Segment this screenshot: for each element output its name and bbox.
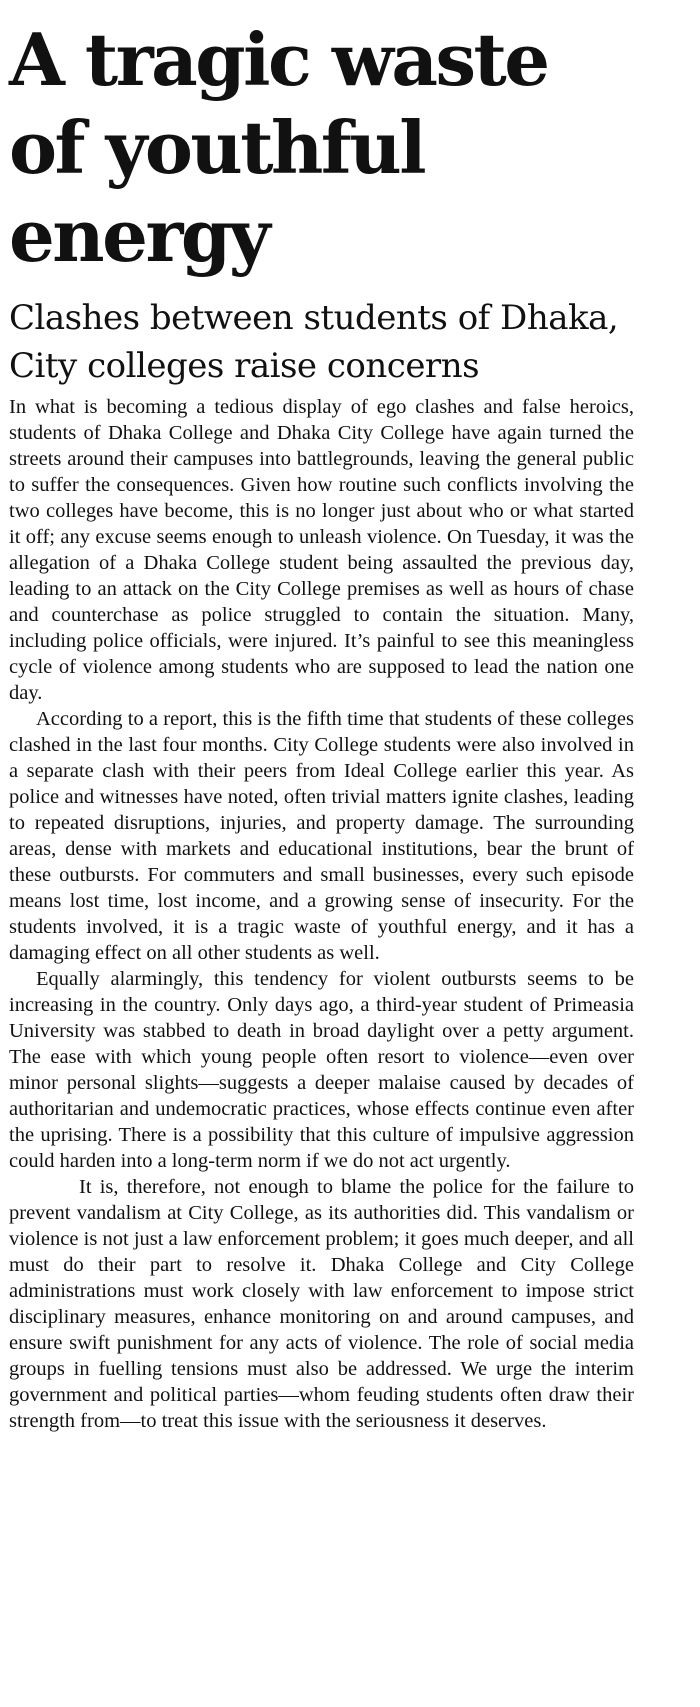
editorial-article <box>9 0 634 1434</box>
headline: A tragic waste of youthful energy <box>9 17 548 278</box>
paragraph-1: In what is becoming a tedious display of ego clashes and false heroics, students of Dhaka College and Dhaka City College have again turned the streets around their campuses into battlegrounds, leaving the general public to suffer the consequences. Given how routine such conflicts involving the two colleges have become, this is no longer just about who or what started it off; any excuse seems enough to unleash violence. On Tuesday, it was the allegation of a Dhaka College student being assaulted the previous day, leading to an attack on the City College premises as well as hours of chase and counterchase as police struggled to contain the situation. Many, including police officials, were injured. It’s painful to see this meaningless cycle of violence among students who are supposed to lead the nation one day. <box>9 396 634 704</box>
subheadline: Clashes between students of Dhaka, City colleges raise concerns <box>9 298 619 386</box>
article-body <box>9 394 634 1434</box>
paragraph-3: Equally alarmingly, this tendency for violent outbursts seems to be increasing in the country. Only days ago, a third-year student of Primeasia University was stabbed to death in broad daylight over a petty argument. The ease with which young people often resort to violence—even over minor personal slights—suggests a deeper malaise caused by decades of authoritarian and undemocratic practices, whose effects continue even after the uprising. There is a possibility that this culture of impulsive aggression could harden into a long-term norm if we do not act urgently. <box>9 968 634 1172</box>
paragraph-2: According to a report, this is the fifth time that students of these colleges clashed in the last four months. City College students were also involved in a separate clash with their peers from Ideal College earlier this year. As police and witnesses have noted, often trivial matters ignite clashes, leading to repeated disruptions, injuries, and property damage. The surrounding areas, dense with markets and educational institutions, bear the brunt of these outbursts. For commuters and small businesses, every such episode means lost time, lost income, and a growing sense of insecurity. For the students involved, it is a tragic waste of youthful energy, and it has a damaging effect on all other students as well. <box>9 708 634 964</box>
paragraph-4: It is, therefore, not enough to blame the police for the failure to prevent vandalism at City College, as its authorities did. This vandalism or violence is not just a law enforcement problem; it goes much deeper, and all must do their part to resolve it. Dhaka College and City College administrations must work closely with law enforcement to impose strict disciplinary measures, enhance monitoring on and around campuses, and ensure swift punishment for any acts of violence. The role of social media groups in fuelling tensions must also be addressed. We urge the interim government and political parties—whom feuding students often draw their strength from—to treat this issue with the seriousness it deserves. <box>9 1176 634 1432</box>
